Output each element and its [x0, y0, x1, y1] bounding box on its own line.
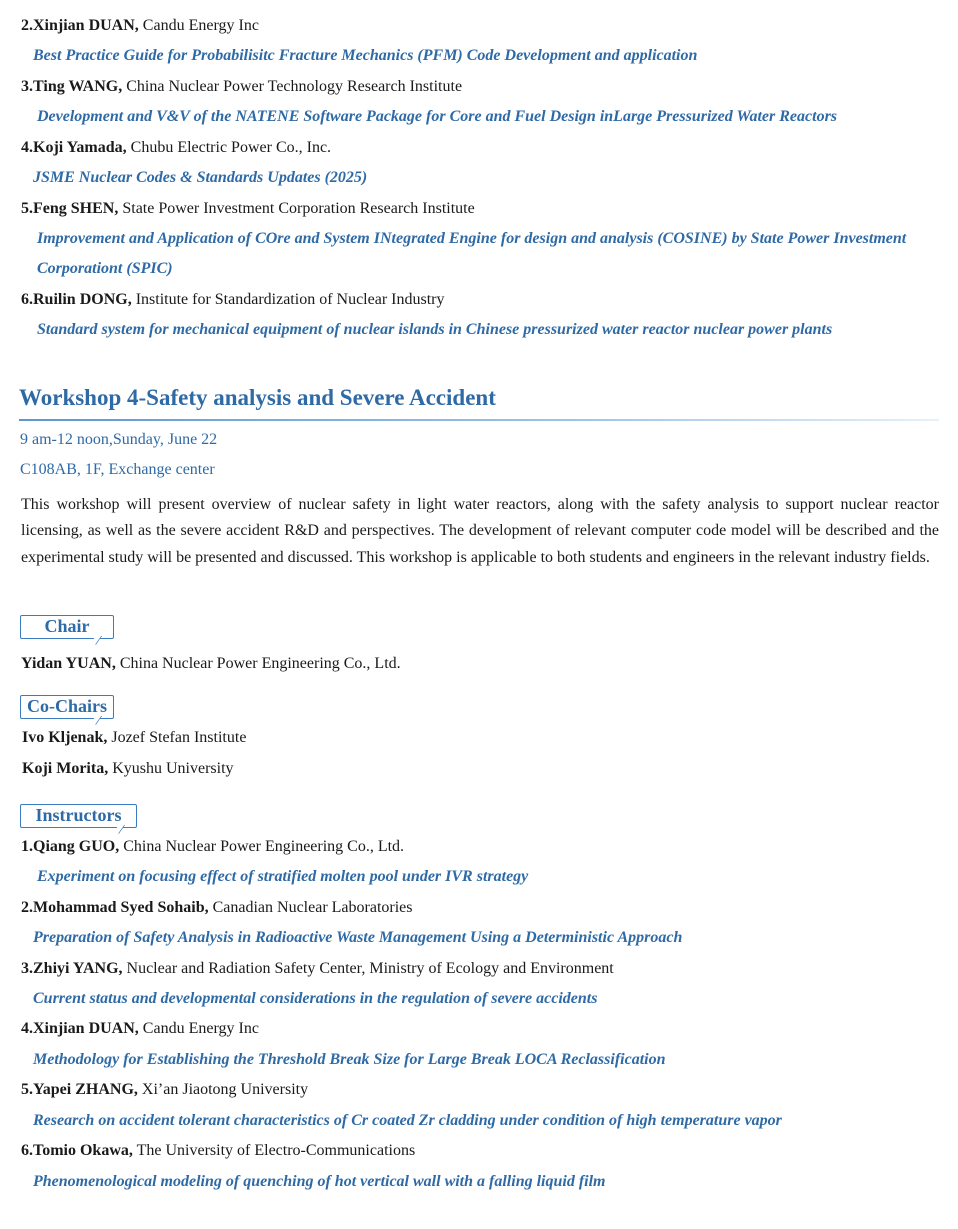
cochair-affiliation: Jozef Stefan Institute — [111, 729, 247, 746]
instructor-affiliation: China Nuclear Power Technology Research Institute — [126, 78, 463, 95]
instructor-name: 5.Yapei ZHANG, — [21, 1081, 138, 1098]
instructor-name: 4.Koji Yamada, — [21, 139, 127, 156]
instructor-name: 6.Ruilin DONG, — [21, 291, 132, 308]
prev-instructor-5 — [21, 199, 475, 219]
prev-instructor-4 — [21, 138, 331, 158]
cochair-entry-1 — [22, 728, 246, 748]
chair-affiliation: China Nuclear Power Engineering Co., Ltd. — [119, 655, 401, 672]
talk-title-3: Current status and developmental considerations in the regulation of severe accidents — [33, 990, 598, 1007]
chair-name: Yidan YUAN, — [21, 655, 116, 672]
talk-title-6: Phenomenological modeling of quenching of hot vertical wall with a falling liquid film — [33, 1173, 606, 1190]
instructor-affiliation: State Power Investment Corporation Research Institute — [122, 200, 475, 217]
prev-talk-title-4: JSME Nuclear Codes & Standards Updates (2025) — [33, 169, 368, 186]
prev-talk-title-2: Best Practice Guide for Probabilisitc Fracture Mechanics (PFM) Code Development and application — [33, 47, 698, 64]
chair-entry — [21, 654, 401, 674]
instructor-5 — [21, 1080, 308, 1100]
instructor-affiliation: Institute for Standardization of Nuclear Industry — [135, 291, 445, 308]
chair-label: Chair — [20, 615, 114, 639]
cochair-name: Ivo Kljenak, — [22, 729, 108, 746]
instructor-1 — [21, 837, 404, 857]
instructor-name: 2.Xinjian DUAN, — [21, 17, 139, 34]
talk-title-2: Preparation of Safety Analysis in Radioactive Waste Management Using a Deterministic Approach — [33, 929, 683, 946]
talk-title-1: Experiment on focusing effect of stratified molten pool under IVR strategy — [37, 868, 529, 885]
instructor-affiliation: China Nuclear Power Engineering Co., Ltd. — [123, 838, 405, 855]
prev-instructor-2 — [21, 16, 259, 36]
prev-instructor-6 — [21, 290, 444, 310]
instructor-name: 4.Xinjian DUAN, — [21, 1020, 139, 1037]
prev-talk-title-6: Standard system for mechanical equipment of nuclear islands in Chinese pressurized water reactor nuclear power plants — [37, 321, 833, 338]
instructor-affiliation: Xi’an Jiaotong University — [141, 1081, 309, 1098]
cochair-affiliation: Kyushu University — [112, 760, 234, 777]
instructor-name: 3.Zhiyi YANG, — [21, 960, 123, 977]
instructor-name: 3.Ting WANG, — [21, 78, 123, 95]
instructor-affiliation: Chubu Electric Power Co., Inc. — [130, 139, 332, 156]
workshop-time: 9 am-12 noon,Sunday, June 22 — [20, 431, 218, 448]
workshop-location: C108AB, 1F, Exchange center — [20, 461, 215, 478]
workshop-description: This workshop will present overview of nuclear safety in light water reactors, along with the safety analysis to support nuclear reactor licensing, as well as the severe accident R&D and perspectives. The development of relevant computer code model will be described and the experimental study will be presented and discussed. This workshop is applicable to both students and engineers in the relevant industry fields. — [21, 496, 939, 566]
instructor-name: 2.Mohammad Syed Sohaib, — [21, 899, 209, 916]
prev-talk-title-5: Improvement and Application of COre and System INtegrated Engine for design and analysis (COSINE) by State Power Investment Corporationt (SPIC) — [37, 230, 907, 277]
instructor-2 — [21, 898, 413, 918]
instructor-affiliation: Nuclear and Radiation Safety Center, Ministry of Ecology and Environment — [126, 960, 614, 977]
talk-title-4: Methodology for Establishing the Threshold Break Size for Large Break LOCA Reclassification — [33, 1051, 666, 1068]
instructors-label: Instructors — [20, 804, 137, 828]
cochairs-label: Co-Chairs — [20, 695, 114, 719]
workshop-title: Workshop 4-Safety analysis and Severe Accident — [19, 385, 496, 410]
instructor-affiliation: Canadian Nuclear Laboratories — [212, 899, 413, 916]
instructor-affiliation: The University of Electro-Communications — [136, 1142, 416, 1159]
instructor-3 — [21, 959, 614, 979]
instructor-affiliation: Candu Energy Inc — [142, 1020, 259, 1037]
prev-instructor-3 — [21, 77, 462, 97]
instructor-name: 5.Feng SHEN, — [21, 200, 119, 217]
instructor-6 — [21, 1141, 415, 1161]
cochair-name: Koji Morita, — [22, 760, 109, 777]
title-underline — [19, 419, 939, 421]
instructor-4 — [21, 1019, 259, 1039]
cochair-entry-2 — [22, 759, 234, 779]
instructor-name: 1.Qiang GUO, — [21, 838, 120, 855]
instructor-affiliation: Candu Energy Inc — [142, 17, 259, 34]
instructor-name: 6.Tomio Okawa, — [21, 1142, 133, 1159]
talk-title-5: Research on accident tolerant characteristics of Cr coated Zr cladding under condition of high temperature vapor — [33, 1112, 782, 1129]
prev-talk-title-3: Development and V&V of the NATENE Software Package for Core and Fuel Design inLarge Pressurized Water Reactors — [37, 108, 838, 125]
